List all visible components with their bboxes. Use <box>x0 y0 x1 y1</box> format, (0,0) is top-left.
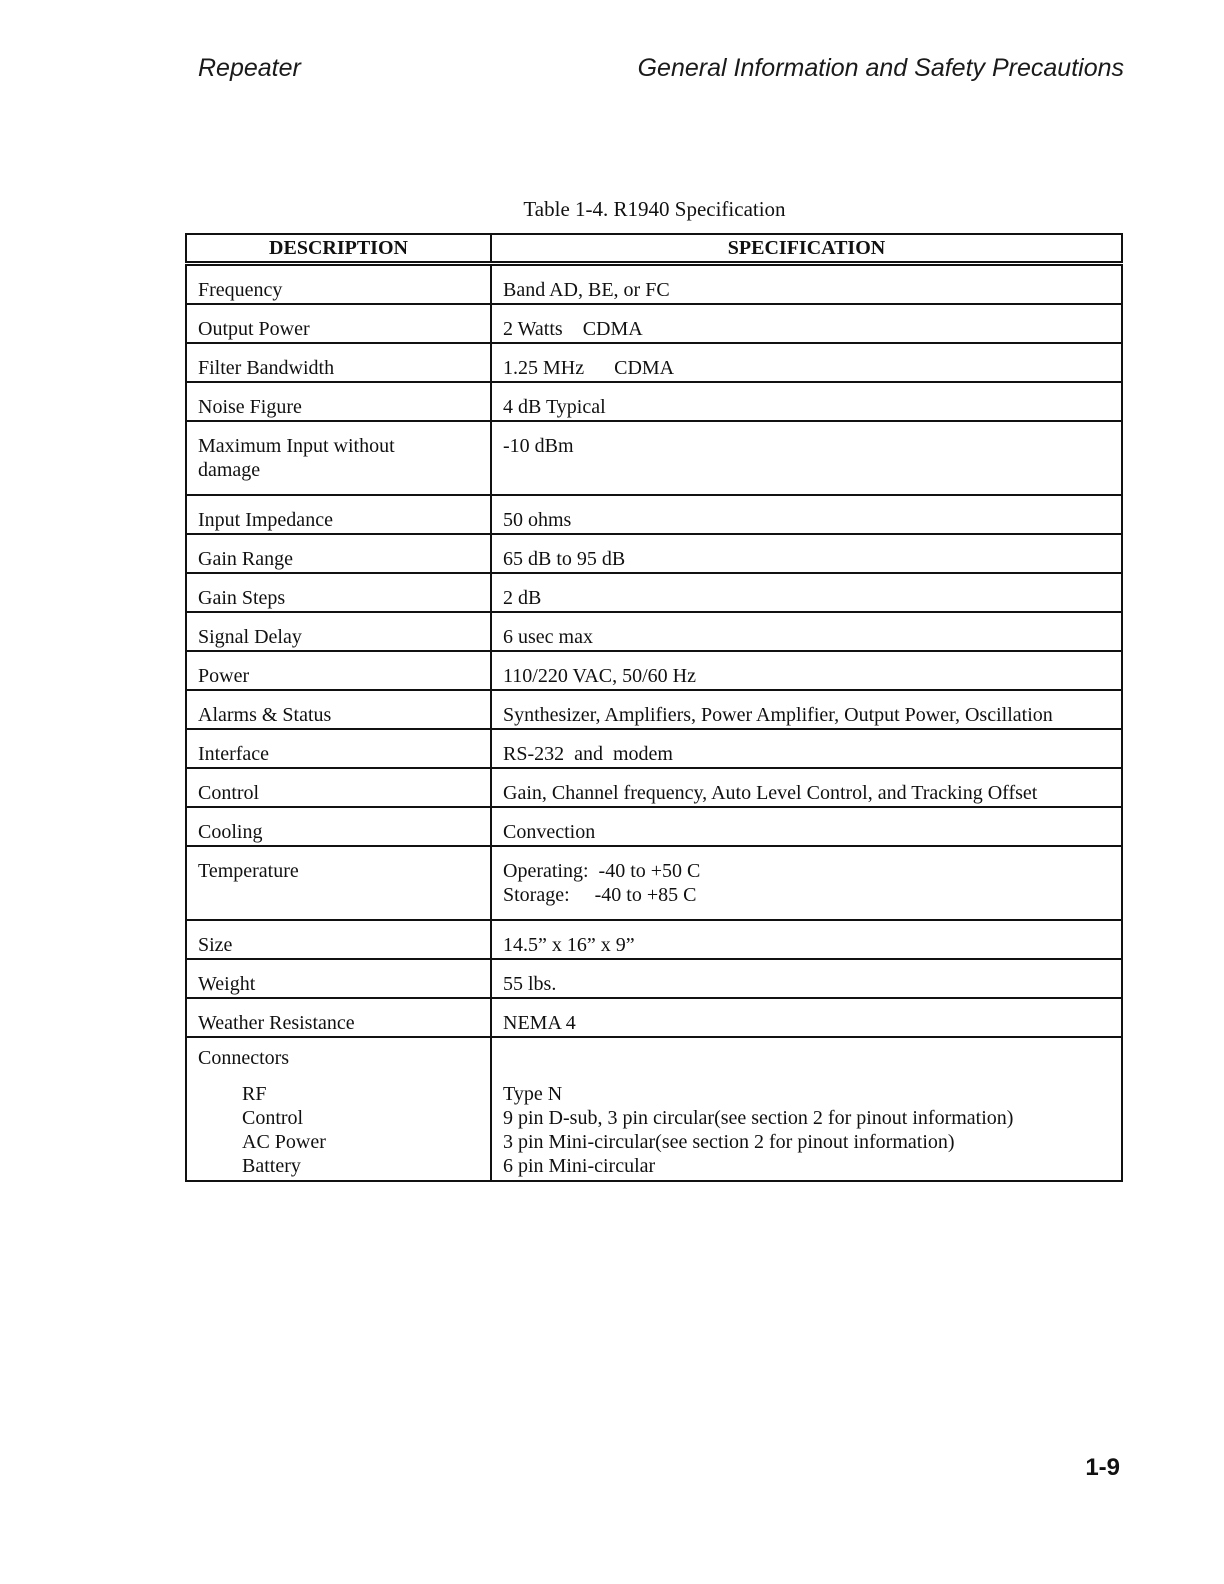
row-specification: 55 lbs. <box>491 959 1122 998</box>
connector-spec: Type N <box>503 1083 563 1105</box>
row-description: Maximum Input without damage <box>186 421 491 495</box>
row-specification <box>491 1037 1122 1181</box>
table-row <box>186 651 1122 690</box>
row-specification: 14.5” x 16” x 9” <box>491 920 1122 959</box>
temperature-storage: Storage: -40 to +85 C <box>503 884 697 906</box>
row-specification: 6 usec max <box>491 612 1122 651</box>
temperature-operating: Operating: -40 to +50 C <box>503 860 701 882</box>
row-specification: 4 dB Typical <box>491 382 1122 421</box>
table-row <box>186 421 1122 495</box>
table-row-connectors <box>186 1037 1122 1181</box>
row-description: Weather Resistance <box>186 998 491 1037</box>
row-description: Weight <box>186 959 491 998</box>
table-row <box>186 343 1122 382</box>
row-description: Noise Figure <box>186 382 491 421</box>
running-header-left: Repeater <box>198 54 301 82</box>
row-specification: 110/220 VAC, 50/60 Hz <box>491 651 1122 690</box>
row-specification: 2 dB <box>491 573 1122 612</box>
row-specification: Synthesizer, Amplifiers, Power Amplifier, Output Power, Oscillation <box>491 690 1122 729</box>
row-specification: Gain, Channel frequency, Auto Level Control, and Tracking Offset <box>491 768 1122 807</box>
row-specification: 1.25 MHz CDMA <box>491 343 1122 382</box>
table-row <box>186 495 1122 534</box>
row-description: Interface <box>186 729 491 768</box>
row-specification: NEMA 4 <box>491 998 1122 1037</box>
table-row <box>186 959 1122 998</box>
connector-name: Control <box>242 1107 304 1129</box>
column-header-description: DESCRIPTION <box>186 234 491 264</box>
row-specification: -10 dBm <box>491 421 1122 495</box>
connector-name: Battery <box>242 1155 301 1177</box>
connector-spec: 3 pin Mini-circular(see section 2 for pinout information) <box>503 1131 955 1153</box>
row-description: Alarms & Status <box>186 690 491 729</box>
table-row <box>186 304 1122 343</box>
row-specification: 65 dB to 95 dB <box>491 534 1122 573</box>
row-description <box>186 1037 491 1181</box>
table-row <box>186 920 1122 959</box>
table-row <box>186 612 1122 651</box>
connector-name: RF <box>242 1083 267 1105</box>
row-description: Output Power <box>186 304 491 343</box>
column-header-specification: SPECIFICATION <box>491 234 1122 264</box>
connector-spec: 6 pin Mini-circular <box>503 1155 656 1177</box>
row-description: Filter Bandwidth <box>186 343 491 382</box>
row-description: Cooling <box>186 807 491 846</box>
row-description: Power <box>186 651 491 690</box>
row-description: Temperature <box>186 846 491 920</box>
table-row <box>186 729 1122 768</box>
row-specification: 50 ohms <box>491 495 1122 534</box>
connector-spec: 9 pin D-sub, 3 pin circular(see section 2 for pinout information) <box>503 1107 1014 1129</box>
table-row <box>186 690 1122 729</box>
connectors-label: Connectors <box>198 1047 290 1069</box>
row-description: Gain Range <box>186 534 491 573</box>
row-specification <box>491 846 1122 920</box>
table-caption: Table 1-4. R1940 Specification <box>523 197 786 221</box>
table-row <box>186 846 1122 920</box>
table-row <box>186 573 1122 612</box>
table-row <box>186 768 1122 807</box>
row-description: Input Impedance <box>186 495 491 534</box>
row-description: Gain Steps <box>186 573 491 612</box>
row-specification: Convection <box>491 807 1122 846</box>
row-description: Control <box>186 768 491 807</box>
table-row <box>186 264 1122 305</box>
table-row <box>186 998 1122 1037</box>
page-number: 1-9 <box>1085 1454 1120 1481</box>
table-row <box>186 382 1122 421</box>
row-specification: 2 Watts CDMA <box>491 304 1122 343</box>
row-description: Size <box>186 920 491 959</box>
connector-name: AC Power <box>242 1131 326 1153</box>
running-header-right: General Information and Safety Precautions <box>637 54 1124 82</box>
table-row <box>186 807 1122 846</box>
row-specification: Band AD, BE, or FC <box>491 264 1122 305</box>
row-description: Signal Delay <box>186 612 491 651</box>
specification-table <box>185 233 1123 1182</box>
table-row <box>186 534 1122 573</box>
table-header-row <box>186 234 1122 264</box>
row-description: Frequency <box>186 264 491 305</box>
row-specification: RS-232 and modem <box>491 729 1122 768</box>
